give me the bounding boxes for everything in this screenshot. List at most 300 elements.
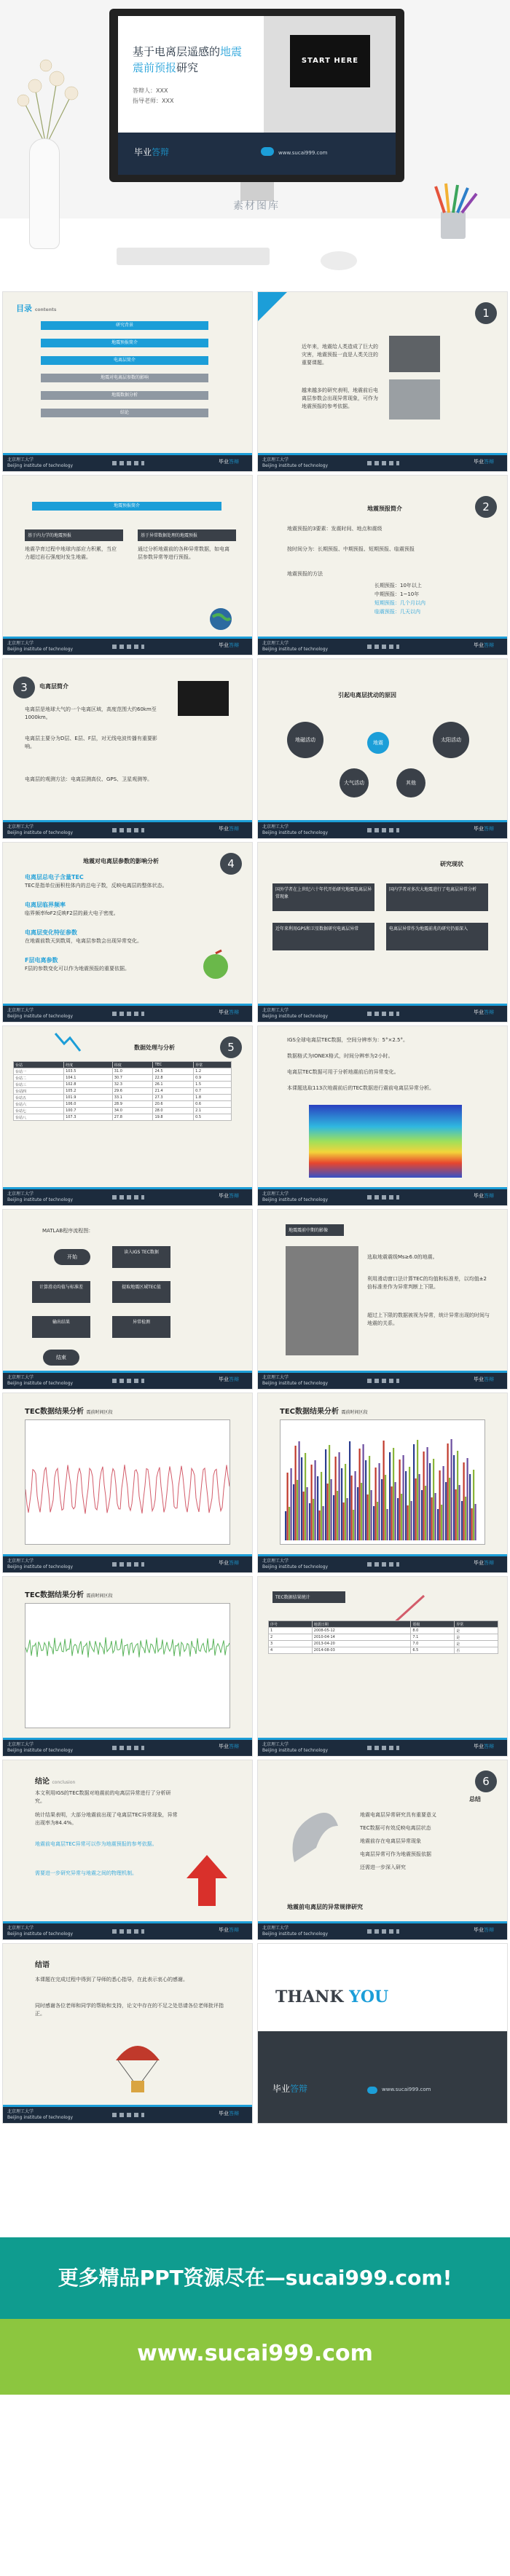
- bar-mark: [377, 1502, 378, 1540]
- bar-mark: [347, 1498, 348, 1540]
- table-row: [14, 1101, 232, 1108]
- result-title: TEC数据结果分析 震前时间区段: [25, 1408, 113, 1416]
- table-cell: 4: [269, 1647, 313, 1654]
- page-tail: [0, 2395, 510, 2576]
- bar-mark: [335, 1457, 337, 1540]
- bar-mark: [457, 1451, 458, 1540]
- param-text: TEC是指单位面积柱体内的总电子数，反映电离层的整体状态。: [25, 883, 168, 889]
- slide-tec-result-3: [2, 1576, 253, 1757]
- slide-footer: 北京理工大学 Beijing institute of technology 毕业答辩: [258, 1556, 507, 1572]
- status-box: 国外学者在上世纪六十年代开始研究地震电离层异常现象: [272, 883, 374, 911]
- table-row: [14, 1114, 232, 1121]
- summary-item: TEC数据可有效反映电离层状态: [360, 1825, 431, 1831]
- bar-mark: [397, 1498, 399, 1540]
- slide-flowchart: [2, 1209, 253, 1390]
- slide-tag: 地震预报简介: [367, 505, 402, 512]
- table-cell: 6.5: [411, 1647, 455, 1654]
- table-cell: 1.2: [194, 1068, 232, 1075]
- summary-item: 电离层异常可作为地震预报依据: [360, 1851, 431, 1857]
- slide-ionosphere: [2, 658, 253, 839]
- slide-footer: 北京理工大学 Beijing institute of technology 毕业答辩: [258, 1923, 507, 1939]
- table-cell: 台站二: [14, 1075, 64, 1082]
- summary-item: 还需进一步深入研究: [360, 1864, 406, 1870]
- bar-mark: [389, 1452, 391, 1540]
- slide-toc: [2, 291, 253, 472]
- bar-mark: [307, 1487, 308, 1540]
- elements-line-1: 地震预报的3要素：发震时间、地点和震级: [287, 526, 382, 532]
- summary-item: 地震前存在电离层异常现象: [360, 1838, 421, 1844]
- table-header-cell: 异常: [455, 1621, 498, 1628]
- satellite-image: [178, 681, 229, 716]
- slide-tag: 总结: [469, 1796, 481, 1803]
- table-cell: 2013-04-20: [312, 1641, 411, 1647]
- table-cell: 是: [455, 1641, 498, 1647]
- slide-tag: 数据处理与分析: [134, 1044, 175, 1051]
- ruins-image: [389, 336, 440, 372]
- cause-node: 其他: [396, 768, 425, 797]
- bar-mark: [337, 1491, 338, 1540]
- table-cell: 103.5: [64, 1068, 113, 1075]
- bar-mark: [363, 1444, 364, 1540]
- slide-footer: 北京理工大学 Beijing institute of technology 毕业答辩: [258, 822, 507, 838]
- cause-node: 大气活动: [340, 768, 369, 797]
- param-text: 临界频率foF2反映F2层的最大电子密度。: [25, 910, 119, 916]
- prediction-header: 地震预报简介: [32, 502, 221, 511]
- bar-mark: [285, 1511, 286, 1540]
- table-cell: 1: [269, 1628, 313, 1634]
- closing-text: 本课题在完成过程中得到了导师的悉心指导，在此表示衷心的感谢。: [35, 1977, 188, 1982]
- source-line: 本课题选取113次地震前后的TEC数据进行震前电离层异常分析。: [287, 1085, 434, 1091]
- source-line: 数据格式为IONEX格式，时间分辨率为2小时。: [287, 1053, 393, 1059]
- table-cell: 101.9: [64, 1095, 113, 1101]
- bar-mark: [453, 1455, 455, 1540]
- table-cell: 1.5: [194, 1082, 232, 1088]
- summary-item: 地震电离层异常研究具有重要意义: [360, 1812, 436, 1818]
- bar-mark: [381, 1479, 382, 1540]
- table-cell: 台站五: [14, 1095, 64, 1101]
- bar-mark: [465, 1497, 466, 1540]
- table-cell: 32.3: [112, 1082, 153, 1088]
- bar-mark: [383, 1441, 385, 1540]
- slide-footer: 北京理工大学 Beijing institute of technology 毕业答辩: [3, 822, 252, 838]
- left-method-title: 基于内力学的地震预报: [25, 529, 123, 541]
- bar-mark: [445, 1482, 447, 1540]
- bar-mark: [349, 1441, 350, 1540]
- slide-thank-you: [257, 1943, 508, 2124]
- table-row: [14, 1075, 232, 1082]
- param-heading: 电离层临界频率: [25, 902, 66, 908]
- bar-mark: [437, 1509, 439, 1540]
- bar-mark: [317, 1476, 318, 1540]
- promo-url[interactable]: www.sucai999.com: [137, 2341, 373, 2366]
- slide-footer: 北京理工大学 Beijing institute of technology 毕业答辩: [258, 1189, 507, 1205]
- bar-mark: [311, 1465, 313, 1540]
- table-cell: 台站八: [14, 1114, 64, 1121]
- table-header-cell: 台站: [14, 1062, 64, 1068]
- slide-footer: 北京理工大学 Beijing institute of technology 毕业答辩: [3, 1189, 252, 1205]
- bar-mark: [343, 1502, 345, 1540]
- bar-mark: [371, 1490, 372, 1540]
- table-cell: 27.8: [112, 1114, 153, 1121]
- table-header-cell: 纬度: [112, 1062, 153, 1068]
- slide-tag: 引起电离层扰动的原因: [338, 692, 396, 698]
- table-cell: 0.5: [194, 1114, 232, 1121]
- slide-footer: 北京理工大学 Beijing institute of technology 毕业答辩: [3, 2107, 252, 2123]
- table-header-cell: TEC: [153, 1062, 194, 1068]
- table-row: [14, 1068, 232, 1075]
- bar-mark: [393, 1448, 394, 1540]
- cover-logo: 毕业答辩: [134, 147, 170, 157]
- bar-mark: [413, 1444, 415, 1540]
- mouse: [321, 251, 357, 270]
- period-list-item: 临震预报：几天以内: [374, 609, 420, 615]
- bar-mark: [391, 1486, 393, 1540]
- toc-item-5[interactable]: 地震数据分析: [41, 391, 208, 400]
- slide-footer: 北京理工大学 Beijing institute of technology 毕业答辩: [258, 1373, 507, 1389]
- bar-mark: [353, 1510, 354, 1540]
- slide-tag: 地震震前中期的影像: [286, 1224, 344, 1236]
- toc-title: 目录 contents: [16, 304, 57, 313]
- section-number: 6: [475, 1770, 497, 1792]
- table-header-cell: 地震日期: [312, 1621, 411, 1628]
- table-cell: 否: [455, 1647, 498, 1654]
- flow-node: 异常检测: [112, 1316, 170, 1338]
- flow-node: 输出结果: [32, 1316, 90, 1338]
- source-line: 电离层TEC数据可用于分析地震前后的异常变化。: [287, 1069, 399, 1075]
- slide-method: [257, 1209, 508, 1390]
- bar-mark: [329, 1445, 330, 1540]
- slide-tag: TEC数据结果统计: [272, 1591, 345, 1603]
- bar-mark: [417, 1440, 418, 1540]
- status-box: 国内学者对多次大地震进行了电离层异常分析: [386, 883, 488, 911]
- bar-mark: [295, 1446, 297, 1540]
- bar-mark: [289, 1507, 290, 1540]
- slide-footer: 北京理工大学 Beijing institute of technology 毕业答辩: [3, 1923, 252, 1939]
- table-cell: 台站三: [14, 1082, 64, 1088]
- bar-mark: [341, 1468, 342, 1540]
- conclusion-text: 统计结果表明，大部分地震前出现了电离层TEC异常现象，异常出现率为84.4%。: [35, 1812, 178, 1826]
- param-heading: 电离层总电子含量TEC: [25, 874, 84, 881]
- table-cell: 21.4: [153, 1088, 194, 1095]
- slide-footer: 北京理工大学 Beijing institute of technology 毕业答辩: [3, 1373, 252, 1389]
- table-cell: 是: [455, 1634, 498, 1641]
- slide-background: [257, 291, 508, 472]
- bar-mark: [301, 1457, 302, 1540]
- elements-line-3: 地震预报的方法: [287, 571, 323, 577]
- section-number: 5: [220, 1036, 242, 1058]
- conclusion-text: 地震前电离层TEC异常可以作为地震预报的参考依据。: [35, 1841, 157, 1847]
- bar-mark: [401, 1494, 402, 1540]
- promo-text[interactable]: 更多精品PPT资源尽在—sucai999.com!: [58, 2266, 452, 2290]
- table-cell: 7.0: [411, 1641, 455, 1647]
- bar-mark: [455, 1489, 457, 1540]
- bar-mark: [291, 1468, 292, 1540]
- bar-mark: [321, 1472, 322, 1540]
- table-header-cell: 经度: [64, 1062, 113, 1068]
- table-cell: 1.8: [194, 1095, 232, 1101]
- bar-mark: [447, 1443, 449, 1540]
- bar-mark: [411, 1501, 412, 1540]
- bar-mark: [463, 1462, 465, 1540]
- table-cell: 2008-05-12: [312, 1628, 411, 1634]
- slide-footer: 北京理工大学 Beijing institute of technology 毕业答辩: [3, 1740, 252, 1756]
- globe-icon: [208, 607, 233, 631]
- bar-mark: [369, 1456, 370, 1540]
- bar-mark: [423, 1452, 425, 1540]
- corner-ribbon: [258, 292, 302, 336]
- table-row: [269, 1628, 498, 1634]
- bar-mark: [345, 1464, 346, 1540]
- toc-item-4[interactable]: 地震对电离层参数的影响: [41, 374, 208, 382]
- status-box: 电离层异常作为地震前兆的研究仍需深入: [386, 923, 488, 950]
- table-cell: 22.8: [153, 1075, 194, 1082]
- table-cell: 104.1: [64, 1075, 113, 1082]
- robot-hand-icon: [280, 1789, 345, 1870]
- table-cell: 29.6: [112, 1088, 153, 1095]
- result-title: TEC数据结果分析 震前时间区段: [280, 1408, 368, 1416]
- bar-mark: [443, 1466, 444, 1540]
- param-text: 在地震前数天到数周，电离层参数会出现异常变化。: [25, 938, 142, 944]
- bar-mark: [287, 1473, 289, 1540]
- bar-mark: [303, 1492, 305, 1540]
- slide-footer: 北京理工大学 Beijing institute of technology 毕业答辩: [3, 1006, 252, 1022]
- section-number: 3: [13, 677, 35, 698]
- tec-bar-chart: [280, 1419, 485, 1545]
- bar-mark: [323, 1506, 324, 1540]
- red-arrow-icon: [185, 1855, 229, 1906]
- table-cell: 2010-04-14: [312, 1634, 411, 1641]
- bar-mark: [441, 1505, 442, 1540]
- section-number: 2: [475, 496, 497, 518]
- table-cell: 台站六: [14, 1101, 64, 1108]
- vase: [29, 138, 60, 249]
- bar-mark: [365, 1460, 366, 1540]
- table-row: [14, 1082, 232, 1088]
- table-cell: 0.9: [194, 1075, 232, 1082]
- bar-mark: [435, 1493, 436, 1540]
- cover-url: www.sucai999.com: [278, 150, 328, 156]
- bar-mark: [339, 1452, 340, 1540]
- green-globe-icon: [200, 949, 232, 981]
- bar-mark: [375, 1468, 377, 1540]
- table-cell: 102.8: [64, 1082, 113, 1088]
- tec-line-chart-red: [25, 1419, 230, 1545]
- bar-mark: [407, 1505, 409, 1540]
- bar-mark: [305, 1453, 306, 1540]
- table-cell: 30.7: [112, 1075, 153, 1082]
- slide-data-table: [2, 1025, 253, 1206]
- slide-tec-result-1: [2, 1393, 253, 1573]
- cause-node: 地磁活动: [287, 722, 323, 758]
- bar-mark: [427, 1447, 428, 1540]
- bar-mark: [351, 1476, 353, 1540]
- promo-banner-top: [0, 2237, 510, 2319]
- slide-tag: 电离层简介: [39, 683, 68, 690]
- slide-parameters: [2, 842, 253, 1023]
- toc-item-2[interactable]: 地震预报简介: [41, 339, 208, 347]
- bar-mark: [361, 1483, 362, 1540]
- right-method-text: 通过分析地震前的各种异常数据，如电离层参数异常等进行预报。: [138, 546, 230, 560]
- bar-mark: [367, 1494, 369, 1540]
- table-header-cell: 序号: [269, 1621, 313, 1628]
- right-method-title: 基于异常数据处理的地震预报: [138, 529, 236, 541]
- table-cell: 19.8: [153, 1114, 194, 1121]
- micrograph-image: [286, 1246, 358, 1355]
- table-cell: 100.7: [64, 1108, 113, 1114]
- param-heading: 电离层变化特征参数: [25, 929, 77, 936]
- table-cell: 台站七: [14, 1108, 64, 1114]
- slide-prediction-elements: [257, 475, 508, 655]
- bar-mark: [387, 1509, 388, 1540]
- slide-tec-statistics: [257, 1576, 508, 1757]
- bar-mark: [315, 1460, 316, 1540]
- table-row: [269, 1647, 498, 1654]
- bar-mark: [439, 1470, 441, 1540]
- thank-you-text: THANK YOU: [275, 1988, 389, 2006]
- bar-mark: [461, 1501, 463, 1540]
- flowchart-title: MATLAB程序流程图：: [42, 1228, 94, 1234]
- table-row: [269, 1641, 498, 1647]
- background-text-1: 近年来，地震给人类造成了巨大的灾害，地震预报一直是人类关注的重要课题。: [302, 344, 378, 366]
- param-heading: F层电离参数: [25, 957, 58, 964]
- period-list-item: 中期预报：1~10年: [374, 591, 420, 597]
- closing-title: 结语: [35, 1961, 50, 1969]
- table-cell: 0.6: [194, 1101, 232, 1108]
- section-number: 4: [220, 853, 242, 875]
- table-cell: 105.2: [64, 1088, 113, 1095]
- bar-mark: [373, 1506, 374, 1540]
- summary-footer: 地震前电离层的异常规律研究: [287, 1904, 363, 1910]
- slide-closing: [2, 1943, 253, 2124]
- period-list-item: 长期预报：10年以上: [374, 583, 422, 588]
- table-cell: 24.5: [153, 1068, 194, 1075]
- bar-mark: [451, 1439, 452, 1540]
- mail-icon: [367, 2087, 377, 2094]
- table-cell: 27.3: [153, 1095, 194, 1101]
- slide-tag: 研究现状: [440, 861, 463, 867]
- cover-title: 基于电离层遥感的地震 震前预报研究: [133, 45, 243, 74]
- slide-footer: 北京理工大学 Beijing institute of technology 毕业答辩: [3, 1556, 252, 1572]
- monitor-screen: [118, 16, 396, 175]
- background-text-2: 越来越多的研究表明，地震前后电离层参数会出现异常现象，可作为地震预报的参考依据。: [302, 387, 378, 409]
- keyboard: [117, 248, 270, 265]
- toc-item-1[interactable]: 研究背景: [41, 321, 208, 330]
- closing-text: 同时感谢各位老师和同学的帮助和支持，论文中存在的不足之处恳请各位老师批评指正。: [35, 2003, 224, 2017]
- table-cell: 31.0: [112, 1068, 153, 1075]
- method-text: 超过上下限的数据被视为异常，统计异常出现的时间与地震的关系。: [367, 1312, 490, 1326]
- slide-tag: 地震对电离层参数的影响分析: [83, 858, 159, 864]
- table-cell: 0.7: [194, 1088, 232, 1095]
- bar-mark: [325, 1449, 326, 1540]
- bar-mark: [433, 1459, 434, 1540]
- slide-footer: 北京理工大学 Beijing institute of technology 毕业答辩: [258, 1006, 507, 1022]
- cover-slide: [0, 0, 510, 218]
- conclusion-title: 结论 conclusion: [35, 1778, 76, 1786]
- status-box: 近年来利用GPS和卫星数据研究电离层异常: [272, 923, 374, 950]
- bar-mark: [403, 1455, 404, 1540]
- table-cell: 20.6: [153, 1101, 194, 1108]
- ionosphere-text-3: 电离层的观测方法：电离层测高仪、GPS、卫星观测等。: [25, 776, 153, 782]
- toc-item-3[interactable]: 电离层简介: [41, 356, 208, 365]
- bar-mark: [395, 1482, 396, 1540]
- table-cell: 2: [269, 1634, 313, 1641]
- table-cell: 3: [269, 1641, 313, 1647]
- method-text: 利用滑动窗口法计算TEC的均值和标准差，以均值±2倍标准差作为异常判断上下限。: [367, 1276, 487, 1290]
- table-header-cell: 震级: [411, 1621, 455, 1628]
- bar-mark: [299, 1441, 300, 1540]
- table-cell: 台站四: [14, 1088, 64, 1095]
- bar-mark: [475, 1504, 476, 1540]
- slide-footer: 北京理工大学 Beijing institute of technology 毕业答辩: [3, 639, 252, 655]
- table-row: [269, 1634, 498, 1641]
- flow-node-start: 开始: [54, 1249, 90, 1265]
- bar-mark: [431, 1497, 433, 1540]
- ruins-image-2: [389, 379, 440, 420]
- table-row: [14, 1088, 232, 1095]
- flow-node-end: 结束: [43, 1350, 79, 1366]
- table-cell: 28.0: [153, 1108, 194, 1114]
- bar-mark: [331, 1479, 332, 1540]
- promo-banner-bottom: [0, 2319, 510, 2395]
- table-cell: 34.0: [112, 1108, 153, 1114]
- flow-node: 提取地震区域TEC值: [112, 1281, 170, 1303]
- station-table: [13, 1061, 232, 1121]
- table-row: [14, 1095, 232, 1101]
- bar-mark: [313, 1499, 314, 1540]
- slide-prediction-types: [2, 475, 253, 655]
- flow-node: 计算滑动均值与标准差: [32, 1281, 90, 1303]
- bar-mark: [467, 1458, 468, 1540]
- zigzag-arrow-icon: [54, 1031, 83, 1054]
- bar-mark: [415, 1478, 417, 1540]
- table-cell: 8.0: [411, 1628, 455, 1634]
- left-method-text: 地震孕育过程中地球内部应力积累，当应力超过岩石强度时发生地震。: [25, 546, 117, 560]
- bar-mark: [405, 1471, 407, 1540]
- bar-mark: [357, 1487, 358, 1540]
- slide-research-status: [257, 842, 508, 1023]
- table-cell: 33.1: [112, 1095, 153, 1101]
- flow-node: 读入IGS TEC数据: [112, 1246, 170, 1268]
- slide-footer: 北京理工大学 Beijing institute of technology 毕业答辩: [258, 639, 507, 655]
- table-cell: 28.9: [112, 1101, 153, 1108]
- bar-mark: [473, 1470, 474, 1540]
- bar-mark: [379, 1463, 380, 1540]
- method-text: 选取地震震级Ms≥6.0的地震。: [367, 1254, 438, 1260]
- slide-footer: 北京理工大学 Beijing institute of technology 毕业答辩: [3, 455, 252, 471]
- bar-mark: [409, 1467, 410, 1540]
- statistics-table: [268, 1620, 498, 1654]
- bar-mark: [355, 1471, 356, 1540]
- slide-footer: 北京理工大学 Beijing institute of technology 毕业答辩: [258, 455, 507, 471]
- mail-icon: [261, 147, 274, 156]
- start-here-box: START HERE: [290, 35, 370, 87]
- bar-mark: [471, 1508, 473, 1540]
- bar-mark: [425, 1486, 426, 1540]
- table-cell: 107.3: [64, 1114, 113, 1121]
- toc-item-6[interactable]: 结论: [41, 409, 208, 417]
- cause-node-center: 地震: [367, 732, 389, 754]
- tec-heatmap-image: [309, 1105, 462, 1178]
- section-number: 1: [475, 302, 497, 324]
- bar-mark: [469, 1474, 471, 1540]
- bar-mark: [459, 1485, 460, 1540]
- period-list-item: 短期预报：几个月以内: [374, 600, 425, 606]
- table-cell: 台站一: [14, 1068, 64, 1075]
- conclusion-text: 本文利用IGS的TEC数据对地震前的电离层异常进行了分析研究。: [35, 1790, 171, 1804]
- elements-line-2: 按时间分为：长期预报、中期预报、短期预报、临震预报: [287, 546, 415, 552]
- bar-mark: [429, 1463, 431, 1540]
- table-row: [14, 1108, 232, 1114]
